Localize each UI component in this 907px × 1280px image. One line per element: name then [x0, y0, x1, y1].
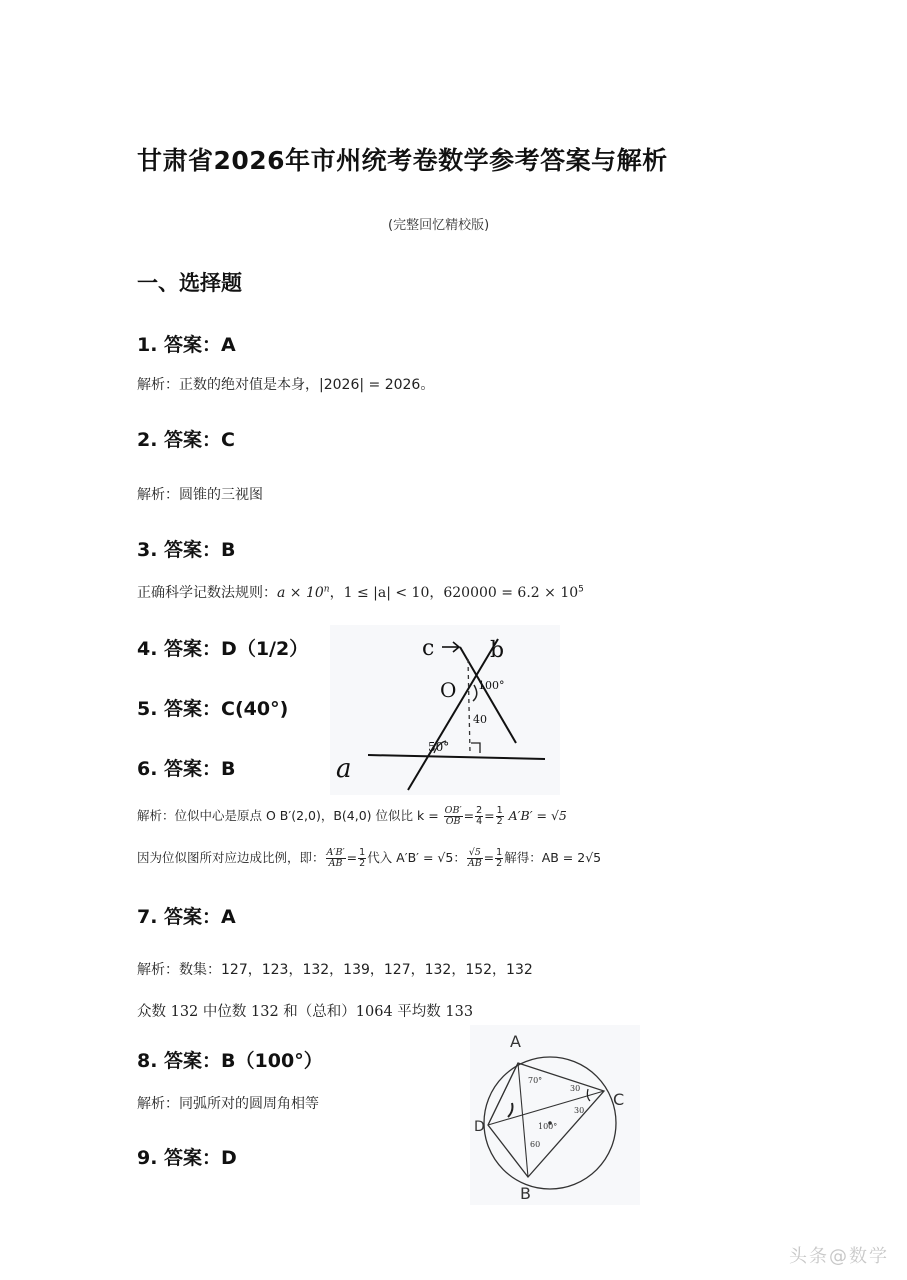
- label-angle-60: 60: [530, 1140, 541, 1149]
- q6-frac-half1-num: 1: [359, 847, 366, 858]
- label-a: a: [336, 754, 352, 784]
- q6-answer: 6. 答案：B: [137, 758, 236, 780]
- q6-frac-24: [475, 806, 483, 827]
- q7-answer: 7. 答案：A: [137, 906, 236, 928]
- q6-frac-half2: [495, 848, 503, 869]
- q6-frac-24-den: 4: [476, 816, 483, 827]
- q5-answer: 5. 答案：C(40°): [137, 698, 289, 720]
- q6-line1: 解析：位似中心是原点 O B′(2,0)，B(4,0) 位似比 k = $\frac{OB'}{OB}$ = $\frac{2}{4}$ = $\frac{1}{2}$ A′B′ = √5: [137, 805, 567, 827]
- q6-frac-sqrt5: [467, 848, 483, 869]
- q3-rule-exp: 5: [578, 584, 584, 595]
- label-point-b: B: [520, 1184, 531, 1203]
- q6-frac-half1-den: 2: [359, 858, 366, 869]
- label-angle-30b: 30: [574, 1106, 585, 1115]
- figure1-background: [330, 625, 560, 795]
- q6-line2: 因为位似图所对应边成比例，即： $\frac{A'B'}{AB}$ = $\frac{1}{2}$ 代入 A′B′ = √5： $\frac{√5}{AB}$ = $\frac{1}{2}$ 解得：AB = 2√5: [137, 847, 602, 869]
- q4-answer: 4. 答案：D（1/2）: [137, 638, 309, 660]
- label-angle-100: 100°: [478, 679, 505, 692]
- q7-analysis: 解析：数集：127，123，132，139，127，132，152，132: [137, 962, 533, 978]
- watermark: 头条@数学: [789, 1246, 889, 1267]
- q6-frac-ob-num: OB′: [444, 805, 462, 816]
- q9-answer: 9. 答案：D: [137, 1147, 237, 1169]
- section-title: 一、选择题: [137, 271, 242, 295]
- q6-frac-ab-den: AB: [328, 858, 343, 869]
- q6-frac-12-num: 1: [496, 805, 503, 816]
- q6-frac-half1: [358, 848, 366, 869]
- q3-rule-prefix: 正确科学记数法规则：: [137, 585, 277, 601]
- figure-parallel-lines: [330, 625, 560, 795]
- q6-line2-prefix: 因为位似图所对应边成比例，即：: [137, 850, 325, 865]
- q6-frac-12: [496, 806, 504, 827]
- q6-frac-half2-num: 1: [496, 847, 503, 858]
- q8-answer: 8. 答案：B（100°）: [137, 1050, 323, 1072]
- page-title: 甘肃省2026年市州统考卷数学参考答案与解析: [137, 146, 668, 175]
- q3-rule: [137, 582, 584, 602]
- q7-stats: 众数 132 中位数 132 和（总和）1064 平均数 133: [137, 1004, 474, 1020]
- q2-analysis: 解析：圆锥的三视图: [137, 487, 263, 503]
- q6-frac-sqrt5-den: AB: [467, 858, 482, 869]
- q6-frac-half2-den: 2: [496, 858, 503, 869]
- q6-frac-ob: [444, 806, 463, 827]
- label-angle-50: 50°: [428, 740, 450, 754]
- label-point-d: D: [474, 1119, 485, 1135]
- figure-circle: [470, 1025, 640, 1205]
- label-angle-70: 70°: [528, 1076, 543, 1085]
- q3-rule-n: n: [323, 584, 330, 595]
- label-angle-40: 40: [473, 713, 487, 726]
- label-point-c: C: [613, 1090, 625, 1109]
- q6-frac-12-den: 2: [496, 816, 503, 827]
- q6-line1-suffix: A′B′ = √5: [508, 808, 567, 823]
- q1-answer: 1. 答案：A: [137, 334, 236, 356]
- q6-line2-mid: 代入 A′B′ = √5：: [367, 850, 466, 865]
- label-c: c: [422, 636, 435, 661]
- label-o: O: [440, 678, 457, 702]
- label-angle-30a: 30: [570, 1084, 581, 1093]
- label-angle-100: 100°: [538, 1122, 558, 1131]
- figure2-background: [470, 1025, 640, 1205]
- label-b: b: [490, 638, 505, 663]
- q6-frac-ab-num: A′B′: [326, 847, 345, 858]
- q6-line2-suffix: 解得：AB = 2√5: [504, 850, 602, 865]
- q2-answer: 2. 答案：C: [137, 429, 235, 451]
- q6-line1-prefix: 解析：位似中心是原点 O B′(2,0)，B(4,0) 位似比 k =: [137, 808, 439, 823]
- q3-rule-mid: ，1 ≤ |a| < 10，620000 = 6.2 × 10: [329, 585, 579, 601]
- q6-frac-24-num: 2: [476, 805, 483, 816]
- q1-analysis: 解析：正数的绝对值是本身，|2026| = 2026。: [137, 377, 435, 393]
- q3-answer: 3. 答案：B: [137, 539, 236, 561]
- q6-frac-ab: [326, 848, 346, 869]
- label-point-a: A: [510, 1032, 521, 1051]
- q6-frac-ob-den: OB: [445, 816, 461, 827]
- q6-frac-sqrt5-num: √5: [468, 847, 481, 858]
- q3-rule-a: a × 10: [277, 585, 324, 601]
- q8-analysis: 解析：同弧所对的圆周角相等: [137, 1096, 319, 1112]
- page-subtitle: (完整回忆精校版): [388, 218, 490, 233]
